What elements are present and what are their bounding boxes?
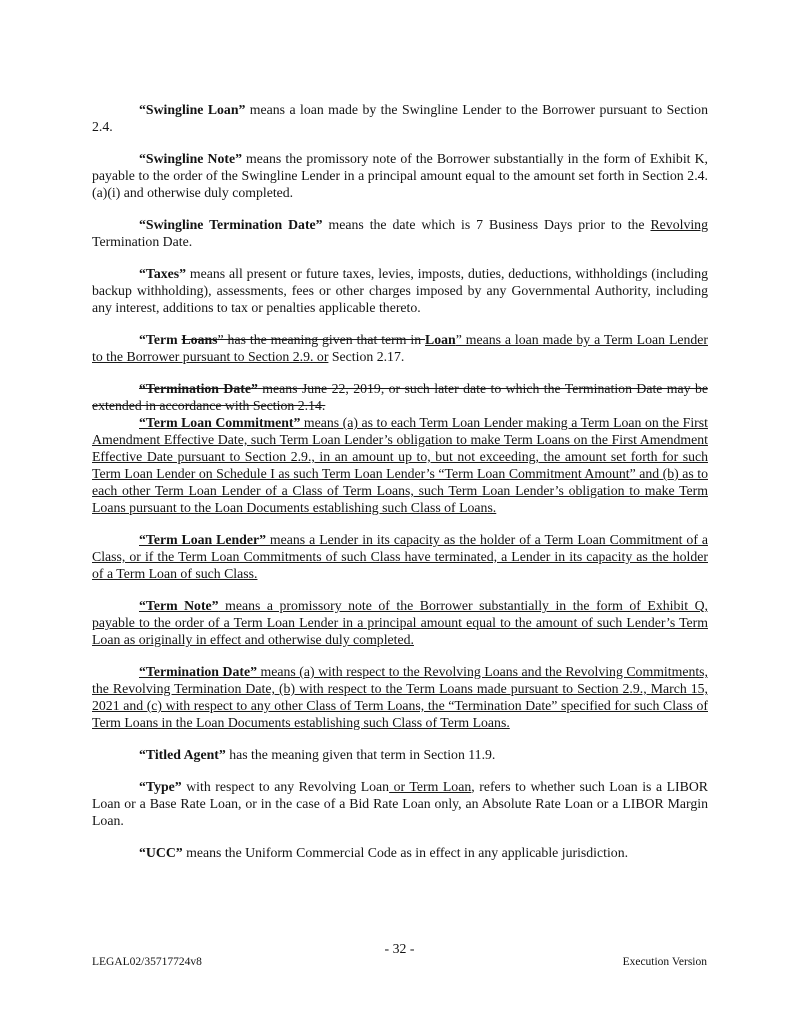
defined-term: “Swingline Loan”	[139, 102, 246, 117]
text-segment: means the Uniform Commercial Code as in effect in any applicable jurisdiction.	[182, 845, 629, 860]
para-swingline-loan	[92, 101, 708, 135]
defined-term: “Titled Agent”	[139, 747, 226, 762]
text-segment: Termination Date.	[92, 234, 193, 249]
para-taxes	[92, 265, 708, 316]
para-type	[92, 778, 708, 829]
text-segment: means (a) as to each Term Loan Lender making a Term Loan on the First Amendment Effective Date, such Term Loan Lender’s obligation to make Term Loans on the First Amendment Effective Date pursuant to Section 2.9., in an amount up to, but not exceeding, the amount set forth for such Term Loan Lender on Schedule I as such Term Loan Lender’s “Term Loan Commitment Amount” and (b) as to each other Term Loan Lender of a Class of Term Loans, such Term Loan Lender’s obligation to make Term Loans pursuant to the Loan Documents establishing such Class of Loans.	[92, 415, 708, 515]
para-ucc	[92, 844, 708, 861]
text-segment: means (a) with respect to the Revolving Loans and the Revolving Commitments, the Revolving Termination Date, (b) with respect to the Term Loans made pursuant to Section 2.9., March 15, 2021 and (c) with respect to any other Class of Term Loans, the “Termination Date” specified for such Class of Term Loans in the Loan Documents establishing such Class of Term Loans.	[92, 664, 708, 730]
defined-term: “Termination Date”	[139, 664, 257, 679]
text-segment: Section 2.17.	[328, 349, 405, 364]
text-segment: means a promissory note of the Borrower substantially in the form of Exhibit Q, payable to the order of a Term Loan Lender in a principal amount equal to the amount of such Lender’s Term Loan as originally in effect and otherwise duly completed.	[92, 598, 708, 647]
defined-term: “Term	[139, 332, 182, 347]
defined-term: “Swingline Note”	[139, 151, 242, 166]
para-swingline-termination-date	[92, 216, 708, 250]
defined-term: “Term Note”	[139, 598, 219, 613]
text-segment: Revolving	[650, 217, 708, 232]
page-number: - 32 -	[384, 941, 415, 956]
footer-version-label: Execution Version	[622, 956, 707, 968]
text-segment: with respect to any Revolving Loan	[181, 779, 390, 794]
text-segment: or Term Loan	[389, 779, 472, 794]
defined-term: “Taxes”	[139, 266, 187, 281]
defined-term: “Swingline Termination Date”	[139, 217, 323, 232]
para-term-loan-lender	[92, 531, 708, 582]
para-term-note	[92, 597, 708, 648]
para-titled-agent	[92, 746, 708, 763]
text-segment: means the date which is 7 Business Days prior to the	[322, 217, 651, 232]
defined-term: “Term Loan Lender”	[139, 532, 266, 547]
text-segment: ” means a loan made by a Term Loan Lender to the Borrower pursuant to Section 2.9. or	[92, 332, 709, 364]
text-segment: means June 22, 2019, or such later date to which the Termination Date may be extended in accordance with Section 2.14.	[92, 381, 708, 413]
defined-term: “Termination Date”	[139, 381, 258, 396]
defined-term: Loans	[181, 332, 218, 347]
text-segment: ” has the meaning given that term in	[217, 332, 426, 347]
defined-term: “UCC”	[139, 845, 183, 860]
defined-term: Loan	[425, 332, 456, 347]
para-termination-date-deleted	[92, 380, 708, 414]
para-termination-date-inserted	[92, 663, 708, 731]
document-body	[92, 101, 708, 876]
defined-term: “Term Loan Commitment”	[139, 415, 301, 430]
text-segment: , refers to whether such Loan is a LIBOR Loan or a Base Rate Loan, or in the case of a Bid Rate Loan only, an Absolute Rate Loan or a LIBOR Margin Loan.	[92, 779, 709, 828]
para-term-loan-commitment	[92, 414, 708, 516]
text-segment: means the promissory note of the Borrower substantially in the form of Exhibit K, payable to the order of the Swingline Lender in a principal amount equal to the amount set forth in Section 2.4.(a)(i) and otherwise duly completed.	[92, 151, 708, 200]
defined-term: “Type”	[139, 779, 182, 794]
para-term-loan	[92, 331, 708, 365]
text-segment: means a Lender in its capacity as the holder of a Term Loan Commitment of a Class, or if the Term Loan Commitments of such Class have terminated, a Lender in its capacity as the holder of a Term Loan of such Class.	[92, 532, 708, 581]
text-segment: means all present or future taxes, levies, imposts, duties, deductions, withholdings (including backup withholding), assessments, fees or other charges imposed by any Governmental Authority, including any interest, additions to tax or penalties applicable thereto.	[92, 266, 708, 315]
para-swingline-note	[92, 150, 708, 201]
footer-doc-id: LEGAL02/35717724v8	[92, 956, 202, 968]
text-segment: means a loan made by the Swingline Lender to the Borrower pursuant to Section 2.4.	[92, 102, 708, 134]
text-segment: has the meaning given that term in Section 11.9.	[225, 747, 496, 762]
